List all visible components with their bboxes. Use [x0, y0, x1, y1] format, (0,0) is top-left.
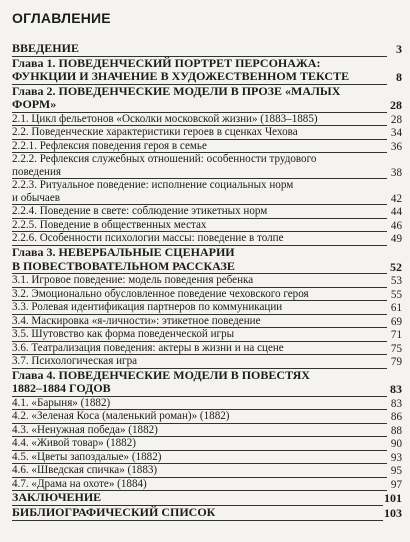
toc-entry [12, 437, 402, 451]
toc-page-number: 101 [384, 491, 402, 506]
toc-entry [12, 85, 402, 113]
toc-entry-title: 3.5. Шутовство как форма поведенческой игры [12, 328, 387, 342]
toc-entry [12, 410, 402, 424]
toc-entry-title-continued: и обычаев [12, 192, 387, 206]
toc-page-number: 93 [390, 451, 402, 464]
toc-page-number: 83 [390, 397, 402, 410]
toc-entry-title: Глава 3. НЕВЕРБАЛЬНЫЕ СЦЕНАРИИ [12, 244, 235, 259]
toc-entry-row [12, 410, 402, 424]
toc-entry [12, 342, 402, 356]
toc-entry-row [12, 260, 402, 275]
table-of-contents [12, 42, 402, 521]
toc-entry-title: 4.2. «Зеленая Коса (маленький роман)» (1882) [12, 410, 387, 424]
toc-entry [12, 232, 402, 246]
toc-entry-title: 3.6. Театрализация поведения: актеры в жизни и на сцене [12, 342, 387, 356]
toc-entry-row [12, 219, 402, 233]
toc-page-number: 61 [390, 302, 402, 315]
toc-page-number: 46 [390, 219, 402, 232]
toc-entry-title: 3.1. Игровое поведение: модель поведения ребенка [12, 274, 387, 288]
toc-entry [12, 126, 402, 140]
toc-entry [12, 355, 402, 369]
toc-entry-title: 2.2.4. Поведение в свете: соблюдение этикетных норм [12, 205, 387, 219]
toc-entry-row [12, 382, 402, 397]
toc-entry-title: 2.2.3. Ритуальное поведение: исполнение социальных норм [12, 179, 294, 192]
toc-entry [12, 42, 402, 57]
toc-page-number: 88 [390, 424, 402, 437]
toc-entry-title: 2.1. Цикл фельетонов «Осколки московской жизни» (1883–1885) [12, 113, 387, 127]
toc-entry [12, 57, 402, 85]
toc-entry-row [12, 42, 402, 57]
toc-entry-title: БИБЛИОГРАФИЧЕСКИЙ СПИСОК [12, 506, 383, 521]
toc-entry [12, 451, 402, 465]
toc-entry-row [12, 113, 402, 127]
toc-entry [12, 328, 402, 342]
toc-entry-row [12, 491, 402, 506]
toc-entry-title: Глава 1. ПОВЕДЕНЧЕСКИЙ ПОРТРЕТ ПЕРСОНАЖА: [12, 55, 321, 70]
toc-entry-title-continued: ФУНКЦИИ И ЗНАЧЕНИЕ В ХУДОЖЕСТВЕННОМ ТЕКСТЕ [12, 70, 387, 85]
toc-page-number: 53 [390, 275, 402, 288]
toc-page-number: 69 [390, 315, 402, 328]
toc-entry-row [12, 70, 402, 85]
toc-entry-row [12, 397, 402, 411]
toc-entry [12, 397, 402, 411]
toc-entry-title: 2.2. Поведенческие характеристики героев в сценках Чехова [12, 126, 387, 140]
toc-entry-title: 2.2.5. Поведение в общественных местах [12, 219, 387, 233]
toc-entry-title: Глава 4. ПОВЕДЕНЧЕСКИЕ МОДЕЛИ В ПОВЕСТЯХ [12, 367, 310, 382]
toc-entry [12, 301, 402, 315]
toc-entry [12, 491, 402, 506]
toc-entry-row [12, 166, 402, 180]
toc-page-number: 75 [390, 342, 402, 355]
toc-entry [12, 464, 402, 478]
toc-entry-title: 2.2.2. Рефлексия служебных отношений: особенности трудового [12, 153, 317, 166]
toc-entry [12, 274, 402, 288]
toc-entry-row [12, 140, 402, 154]
toc-page-number: 90 [390, 438, 402, 451]
toc-entry-row [12, 424, 402, 438]
toc-entry-title-continued: 1882–1884 ГОДОВ [12, 382, 387, 397]
toc-entry-row [12, 288, 402, 302]
toc-page-number: 71 [390, 329, 402, 342]
toc-entry-row [12, 192, 402, 206]
toc-entry [12, 288, 402, 302]
toc-entry-row [12, 301, 402, 315]
toc-entry [12, 179, 402, 205]
toc-entry [12, 424, 402, 438]
toc-page-number: 97 [390, 478, 402, 491]
toc-entry-row [12, 315, 402, 329]
toc-entry-row [12, 451, 402, 465]
toc-page-number: 38 [390, 166, 402, 179]
toc-entry-title-continued: ФОРМ» [12, 98, 387, 113]
toc-entry-title: 4.4. «Живой товар» (1882) [12, 437, 387, 451]
toc-page-number: 34 [390, 127, 402, 140]
toc-entry [12, 113, 402, 127]
toc-page-number: 49 [390, 233, 402, 246]
toc-entry-row [12, 205, 402, 219]
page-title: ОГЛАВЛЕНИЕ [12, 10, 111, 26]
toc-entry-row [12, 437, 402, 451]
toc-page-number: 44 [390, 206, 402, 219]
toc-entry-row [12, 274, 402, 288]
toc-entry-row [12, 328, 402, 342]
toc-page-number: 95 [390, 465, 402, 478]
toc-entry [12, 219, 402, 233]
toc-entry-title: 2.2.6. Особенности психологии массы: поведение в толпе [12, 232, 387, 246]
toc-entry-title: 3.3. Ролевая идентификация партнеров по коммуникации [12, 301, 387, 315]
toc-entry [12, 205, 402, 219]
toc-page-number: 86 [390, 411, 402, 424]
toc-entry [12, 506, 402, 521]
toc-page-number: 52 [390, 259, 402, 274]
toc-page-number: 28 [390, 98, 402, 113]
toc-entry-row [12, 478, 402, 492]
toc-entry [12, 153, 402, 179]
toc-entry [12, 140, 402, 154]
toc-entry [12, 478, 402, 492]
toc-entry-title: 3.7. Психологическая игра [12, 355, 387, 369]
toc-page-number: 55 [390, 288, 402, 301]
toc-entry-title: 3.2. Эмоционально обусловленное поведение чеховского героя [12, 288, 387, 302]
toc-entry-title: 3.4. Маскировка «я-личности»: этикетное поведение [12, 315, 387, 329]
toc-entry [12, 315, 402, 329]
toc-entry-row [12, 506, 402, 521]
toc-entry-row [12, 98, 402, 113]
toc-entry-row [12, 464, 402, 478]
toc-entry-row [12, 126, 402, 140]
toc-page-number: 103 [384, 505, 402, 520]
toc-page-number: 36 [390, 140, 402, 153]
toc-entry-title: ЗАКЛЮЧЕНИЕ [12, 491, 383, 506]
toc-page-number: 28 [390, 113, 402, 126]
toc-page-number: 3 [396, 42, 402, 56]
toc-entry-title-continued: В ПОВЕСТВОВАТЕЛЬНОМ РАССКАЗЕ [12, 260, 387, 275]
toc-page-number: 83 [390, 382, 402, 397]
toc-entry-title: 4.3. «Ненужная победа» (1882) [12, 424, 387, 438]
toc-entry-title: 4.1. «Барыня» (1882) [12, 397, 387, 411]
toc-page-number: 8 [396, 70, 402, 85]
toc-entry-title: ВВЕДЕНИЕ [12, 42, 387, 57]
toc-entry [12, 246, 402, 274]
toc-entry-row [12, 232, 402, 246]
toc-entry-title: 2.2.1. Рефлексия поведения героя в семье [12, 140, 387, 154]
toc-entry-title: 4.7. «Драма на охоте» (1884) [12, 478, 387, 492]
toc-entry-title: Глава 2. ПОВЕДЕНЧЕСКИЕ МОДЕЛИ В ПРОЗЕ «МАЛЫХ [12, 83, 341, 98]
toc-entry-row [12, 355, 402, 369]
toc-entry [12, 369, 402, 397]
toc-entry-title-continued: поведения [12, 166, 387, 180]
toc-entry-row [12, 342, 402, 356]
toc-entry-title: 4.6. «Шведская спичка» (1883) [12, 464, 387, 478]
toc-entry-title: 4.5. «Цветы запоздалые» (1882) [12, 451, 387, 465]
toc-page-number: 42 [390, 192, 402, 205]
toc-page-number: 79 [390, 356, 402, 369]
